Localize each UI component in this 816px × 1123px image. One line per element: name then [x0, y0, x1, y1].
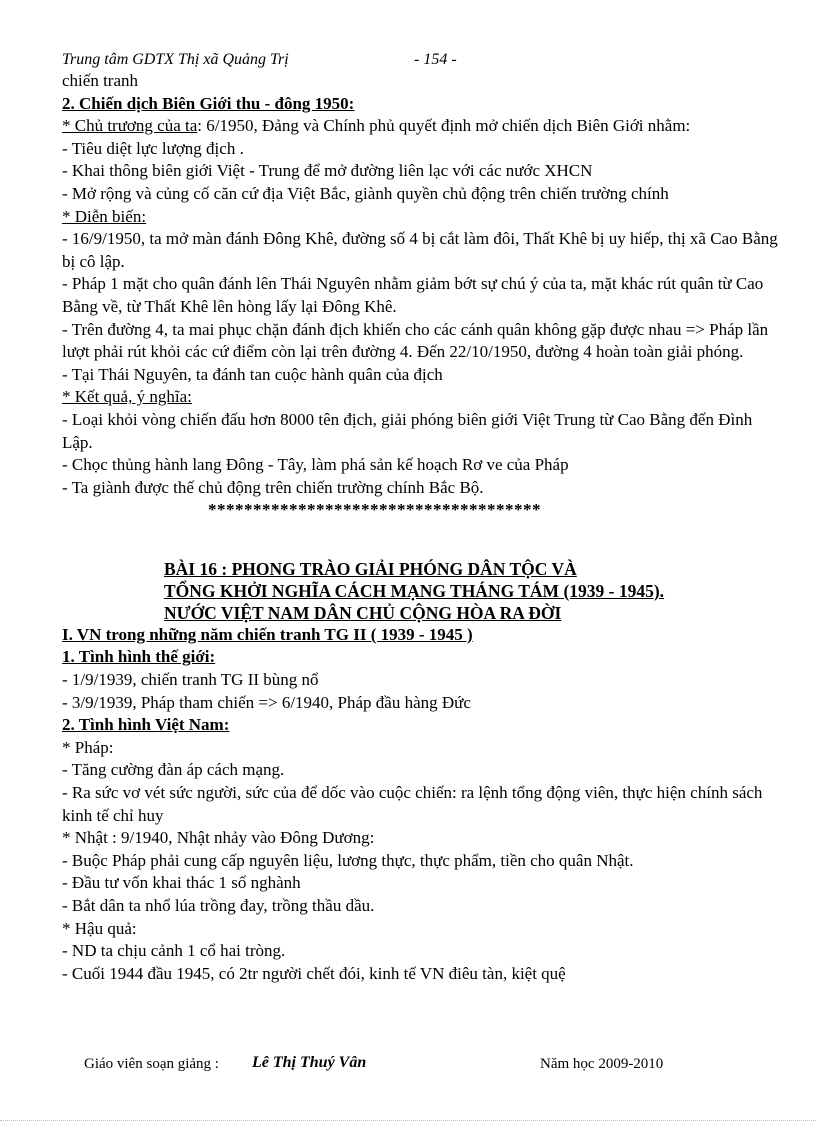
document-page — [62, 50, 782, 985]
text-line: - Buộc Pháp phải cung cấp nguyên liệu, lương thực, thực phẩm, tiền cho quân Nhật. — [62, 850, 634, 870]
footer-signature: Lê Thị Thuý Vân — [252, 1054, 367, 1071]
subheading: * Kết quả, ý nghĩa: — [62, 387, 192, 407]
text-line — [62, 115, 782, 138]
text-line: - ND ta chịu cảnh 1 cổ hai tròng. — [62, 941, 286, 961]
subheading: * Chủ trương của ta — [62, 116, 198, 136]
text-span: : 6/1950, Đảng và Chính phủ quyết định mở chiến dịch Biên Giới nhằm: — [197, 116, 691, 136]
paragraph: - 16/9/1950, ta mở màn đánh Đông Khê, đường số 4 bị cắt làm đôi, Thất Khê bị uy hiếp, thị xã Cao Bằng bị cô lập. — [62, 229, 778, 271]
section-heading: 1. Tình hình thế giới: — [62, 647, 216, 667]
text-line: * Nhật : 9/1940, Nhật nhảy vào Đông Dương: — [62, 828, 375, 848]
text-line: - Chọc thủng hành lang Đông - Tây, làm phá sản kế hoạch Rơ ve của Pháp — [62, 455, 569, 475]
page-header — [62, 50, 782, 70]
paragraph: - Ra sức vơ vét sức người, sức của để dốc vào cuộc chiến: ra lệnh tổng động viên, thực hiện chính sách kinh tế chỉ huy — [62, 783, 763, 825]
footer-school-year: Năm học 2009-2010 — [540, 1056, 664, 1072]
section-heading: 2. Tình hình Việt Nam: — [62, 715, 230, 735]
text-line: - Bắt dân ta nhổ lúa trồng đay, trồng thầu dầu. — [62, 896, 375, 915]
header-school: Trung tâm GDTX Thị xã Quảng Trị — [62, 51, 289, 68]
text-line: - Tăng cường đàn áp cách mạng. — [62, 760, 285, 780]
separator-stars: ************************************* — [208, 500, 541, 520]
text-line: - Tại Thái Nguyên, ta đánh tan cuộc hành quân của địch — [62, 364, 443, 384]
text-line: chiến tranh — [62, 71, 138, 90]
text-line: - 3/9/1939, Pháp tham chiến => 6/1940, Pháp đầu hàng Đức — [62, 692, 471, 712]
paragraph: - Loại khỏi vòng chiến đấu hơn 8000 tên địch, giải phóng biên giới Việt Trung từ Cao Bằng đến Đình Lập. — [62, 409, 753, 452]
text-line: - Đầu tư vốn khai thác 1 số nghành — [62, 873, 301, 893]
lesson-title-line-1: BÀI 16 : PHONG TRÀO GIẢI PHÓNG DÂN TỘC VÀ — [164, 558, 577, 579]
section-heading: I. VN trong những năm chiến tranh TG II ( 1939 - 1945 ) — [62, 624, 473, 644]
page-footer — [84, 1054, 724, 1080]
bottom-divider — [0, 1120, 816, 1121]
lesson-title-line-3: NƯỚC VIỆT NAM DÂN CHỦ CỘNG HÒA RA ĐỜI — [164, 602, 562, 623]
text-line: - Cuối 1944 đầu 1945, có 2tr người chết đói, kinh tế VN điêu tàn, kiệt quệ — [62, 963, 566, 983]
text-line: - Khai thông biên giới Việt - Trung để mở đường liên lạc với các nước XHCN — [62, 161, 593, 181]
text-line: * Pháp: — [62, 737, 114, 757]
text-line: - 1/9/1939, chiến tranh TG II bùng nổ — [62, 670, 319, 690]
paragraph: - Pháp 1 mặt cho quân đánh lên Thái Nguyên nhằm giảm bớt sự chú ý của ta, mặt khác rút quân từ Cao Bằng về, từ Thất Khê lên hòng lấy lại Đông Khê. — [62, 274, 764, 316]
text-line: - Mở rộng và củng cố căn cứ địa Việt Bắc, giành quyền chủ động trên chiến trường chính — [62, 183, 669, 203]
lesson-title-line-2: TỔNG KHỞI NGHĨA CÁCH MẠNG THÁNG TÁM (1939 - 1945). — [164, 580, 665, 601]
subheading: * Diễn biến: — [62, 206, 147, 226]
footer-teacher-label: Giáo viên soạn giảng : — [84, 1056, 219, 1072]
text-line: - Ta giành được thế chủ động trên chiến trường chính Bắc Bộ. — [62, 477, 484, 497]
header-page-number: - 154 - — [414, 51, 457, 68]
text-line: - Tiêu diệt lực lượng địch . — [62, 138, 244, 158]
section-heading: 2. Chiến dịch Biên Giới thu - đông 1950: — [62, 93, 355, 113]
paragraph: - Trên đường 4, ta mai phục chặn đánh địch khiến cho các cánh quân không gặp được nhau => Pháp lần lượt phải rút khỏi các cứ điểm còn lại trên đường 4. Đến 22/10/1950, đường 4 hoàn toàn giải phóng. — [62, 319, 769, 362]
text-line: * Hậu quả: — [62, 918, 137, 938]
